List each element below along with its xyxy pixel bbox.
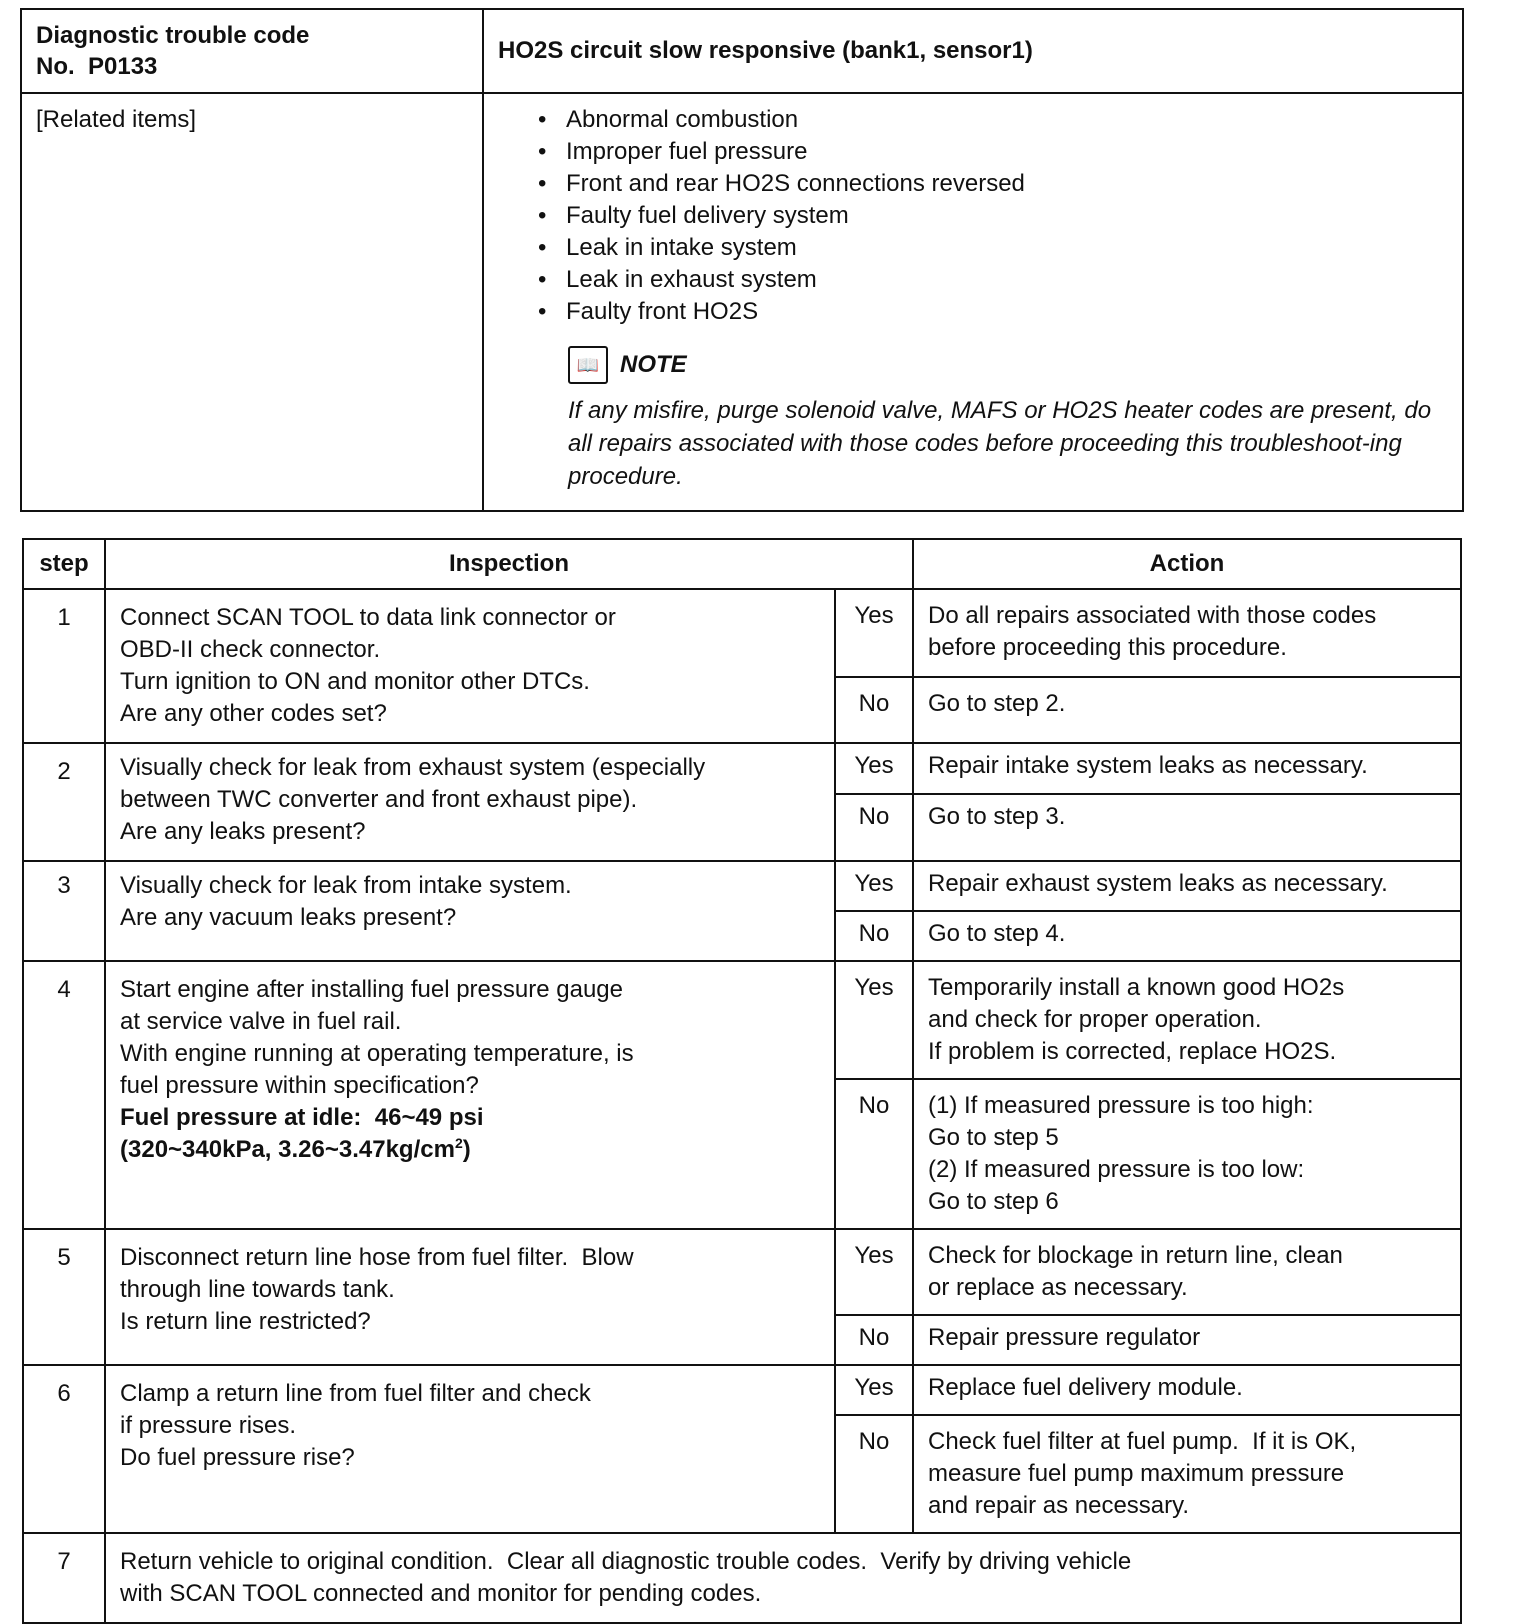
dtc-code-number: No. P0133 <box>36 53 158 80</box>
no-action <box>913 1079 1461 1229</box>
note-text: If any misfire, purge solenoid valve, MAFS or HO2S heater codes are present, do all repairs associated with those codes before proceeding this troubleshoot-ing procedure. <box>568 397 1432 490</box>
list-item: • Faulty front HO2S <box>538 296 1448 328</box>
action-line: If problem is corrected, replace HO2S. <box>928 1038 1337 1065</box>
step-number: 2 <box>23 743 105 861</box>
related-items-list <box>498 104 1448 328</box>
inspection-line: Turn ignition to ON and monitor other DTCs. <box>120 668 590 695</box>
note-box <box>568 346 1448 493</box>
list-item: • Abnormal combustion <box>538 104 1448 136</box>
action-line: before proceeding this procedure. <box>928 634 1287 661</box>
inspection-line: Disconnect return line hose from fuel filter. Blow <box>120 1244 634 1271</box>
no-label: No <box>835 1315 913 1365</box>
action-line: Replace fuel delivery module. <box>928 1374 1243 1401</box>
step-number: 5 <box>23 1229 105 1365</box>
dtc-title: HO2S circuit slow responsive (bank1, sensor1) <box>483 9 1463 93</box>
no-label: No <box>835 1079 913 1229</box>
no-action <box>913 794 1461 861</box>
action-line: Repair pressure regulator <box>928 1324 1201 1351</box>
yes-label: Yes <box>835 743 913 794</box>
no-action <box>913 911 1461 961</box>
inspection-line: Visually check for leak from intake system. <box>120 872 572 899</box>
list-item: • Front and rear HO2S connections reversed <box>538 168 1448 200</box>
header-action: Action <box>913 539 1461 589</box>
yes-action <box>913 589 1461 677</box>
fuel-pressure-spec: Fuel pressure at idle: 46~49 psi <box>120 1104 484 1131</box>
inspection-line: fuel pressure within specification? <box>120 1072 479 1099</box>
step-inspection <box>105 743 835 861</box>
action-line: Go to step 2. <box>928 690 1066 718</box>
inspection-line: Are any leaks present? <box>120 818 366 845</box>
step-number: 7 <box>23 1533 105 1623</box>
inspection-line: if pressure rises. <box>120 1412 297 1439</box>
no-action <box>913 1415 1461 1533</box>
fuel-pressure-spec-units: (320~340kPa, $3.26\sim 3.47kg/cm^2$) <box>120 1135 471 1163</box>
action-line: Check fuel filter at fuel pump. If it is OK, <box>928 1428 1357 1455</box>
action-line: Go to step 5 <box>928 1124 1059 1151</box>
action-line: (1) If measured pressure is too high: <box>928 1092 1314 1119</box>
inspection-line: Are any other codes set? <box>120 700 387 727</box>
no-label: No <box>835 794 913 861</box>
no-action <box>913 1315 1461 1365</box>
step-inspection <box>105 961 835 1229</box>
action-line: Go to step 6 <box>928 1188 1059 1215</box>
inspection-line: Clamp a return line from fuel filter and check <box>120 1380 591 1407</box>
inspection-line: Start engine after installing fuel pressure gauge <box>120 976 623 1003</box>
related-items-cell <box>483 93 1463 511</box>
header-inspection: Inspection <box>105 539 913 589</box>
yes-label: Yes <box>835 1365 913 1415</box>
inspection-line: Is return line restricted? <box>120 1308 371 1335</box>
inspection-line: Connect SCAN TOOL to data link connector or <box>120 604 616 631</box>
action-line: Temporarily install a known good HO2s <box>928 974 1345 1001</box>
inspection-line: Do fuel pressure rise? <box>120 1444 355 1471</box>
no-label: No <box>835 911 913 961</box>
list-item: • Leak in exhaust system <box>538 264 1448 296</box>
step-number: 1 <box>23 589 105 743</box>
yes-action <box>913 861 1461 911</box>
inspection-line: at service valve in fuel rail. <box>120 1008 402 1035</box>
action-line: or replace as necessary. <box>928 1274 1188 1301</box>
action-line: Repair intake system leaks as necessary. <box>928 752 1368 779</box>
list-item: • Improper fuel pressure <box>538 136 1448 168</box>
inspection-line: Visually check for leak from exhaust system (especially <box>120 754 706 781</box>
yes-action <box>913 961 1461 1079</box>
action-line: Do all repairs associated with those codes <box>928 602 1377 629</box>
yes-action <box>913 1229 1461 1315</box>
action-line: Go to step 3. <box>928 802 1066 830</box>
action-line: Check for blockage in return line, clean <box>928 1242 1343 1269</box>
inspection-line: With engine running at operating temperature, is <box>120 1040 634 1067</box>
action-line: Repair exhaust system leaks as necessary. <box>928 870 1388 897</box>
step-inspection <box>105 1365 835 1533</box>
step-number: 6 <box>23 1365 105 1533</box>
yes-action <box>913 743 1461 794</box>
inspection-line: through line towards tank. <box>120 1276 395 1303</box>
step-inspection <box>105 861 835 961</box>
related-items-label: [Related items] <box>21 93 483 511</box>
final-step-text <box>105 1533 1461 1623</box>
dtc-header-table <box>20 8 1464 512</box>
header-step: step <box>23 539 105 589</box>
book-icon: 📖 <box>568 346 608 384</box>
yes-label: Yes <box>835 861 913 911</box>
dtc-code-label: Diagnostic trouble code <box>36 22 310 49</box>
yes-label: Yes <box>835 961 913 1079</box>
inspection-line: between TWC converter and front exhaust pipe). <box>120 786 638 813</box>
yes-action <box>913 1365 1461 1415</box>
no-label: No <box>835 677 913 743</box>
action-line: (2) If measured pressure is too low: <box>928 1156 1305 1183</box>
action-line: and repair as necessary. <box>928 1492 1190 1519</box>
yes-label: Yes <box>835 589 913 677</box>
action-line: Go to step 4. <box>928 920 1066 947</box>
action-line: measure fuel pump maximum pressure <box>928 1460 1345 1487</box>
dtc-code-cell <box>21 9 483 93</box>
step-number: 3 <box>23 861 105 961</box>
step-inspection <box>105 589 835 743</box>
list-item: • Faulty fuel delivery system <box>538 200 1448 232</box>
inspection-line: OBD-II check connector. <box>120 636 381 663</box>
note-label: NOTE <box>620 351 687 378</box>
inspection-line: with SCAN TOOL connected and monitor for pending codes. <box>120 1580 762 1607</box>
inspection-line: Are any vacuum leaks present? <box>120 904 457 931</box>
step-number: 4 <box>23 961 105 1229</box>
no-action <box>913 677 1461 743</box>
action-line: and check for proper operation. <box>928 1006 1262 1033</box>
no-label: No <box>835 1415 913 1533</box>
step-inspection <box>105 1229 835 1365</box>
inspection-line: Return vehicle to original condition. Clear all diagnostic trouble codes. Verify by driving vehicle <box>120 1548 1132 1575</box>
yes-label: Yes <box>835 1229 913 1315</box>
list-item: • Leak in intake system <box>538 232 1448 264</box>
steps-table <box>22 538 1462 1624</box>
